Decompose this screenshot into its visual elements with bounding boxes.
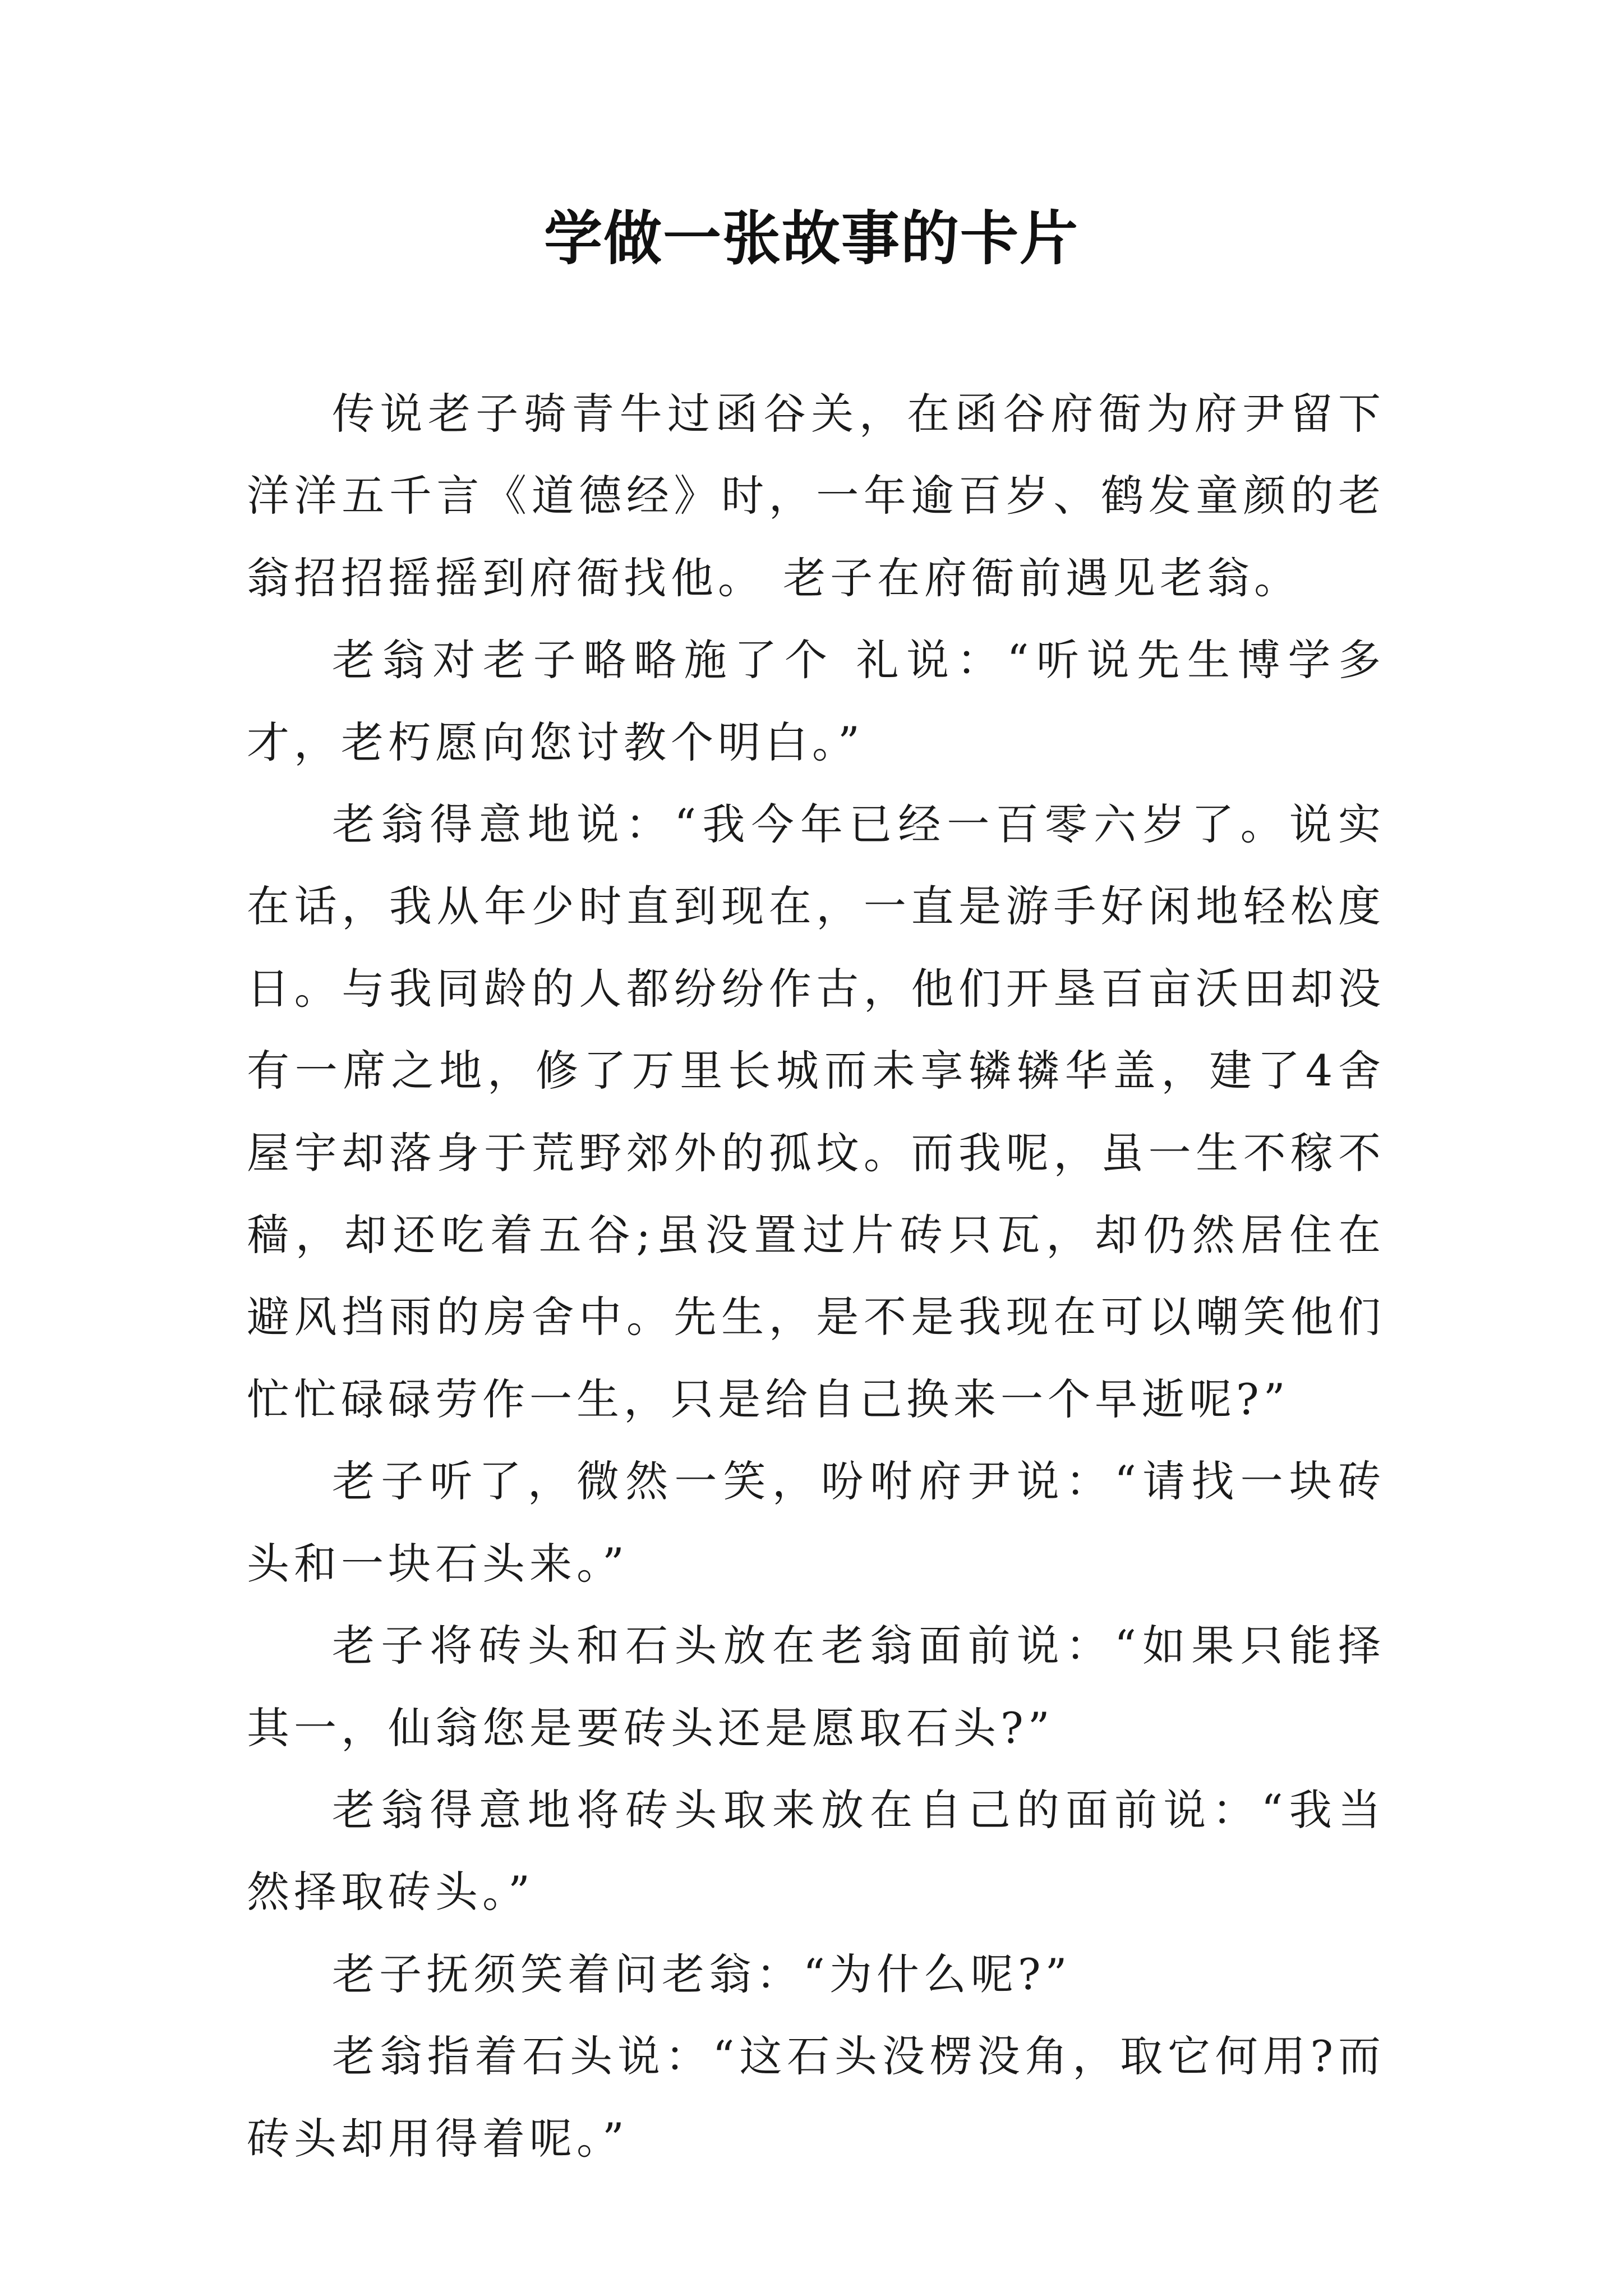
paragraph: 老子听了，微然一笑，吩咐府尹说：“请找一块砖头和一块石头来。”	[247, 1456, 1385, 1589]
paragraph: 老翁得意地说：“我今年已经一百零六岁了。说实在话，我从年少时直到现在，一直是游手好闲地轻松度日。与我同龄的人都纷纷作古，他们开垦百亩沃田却没有一席之地，修了万里长城而未享辚辚华盖，建了4舍屋宇却落身于荒野郊外的孤坟。而我呢，虽一生不稼不穑，却还吃着五谷;虽没置过片砖只瓦，却仍然居住在避风挡雨的房舍中。先生，是不是我现在可以嘲笑他们忙忙碌碌劳作一生，只是给自己换来一个早逝呢?”	[247, 799, 1385, 1424]
document-body	[247, 373, 1385, 2180]
paragraph: 老翁对老子略略施了个 礼说：“听说先生博学多才，老朽愿向您讨教个明白。”	[247, 635, 1385, 767]
document-title: 学做一张故事的卡片	[543, 204, 1079, 273]
paragraph: 老子将砖头和石头放在老翁面前说：“如果只能择其一，仙翁您是要砖头还是愿取石头?”	[247, 1621, 1385, 1753]
paragraph: 传说老子骑青牛过函谷关，在函谷府衙为府尹留下洋洋五千言《道德经》时，一年逾百岁、鹤发童颜的老翁招招摇摇到府衙找他。 老子在府衙前遇见老翁。	[247, 389, 1385, 603]
paragraph: 老翁得意地将砖头取来放在自己的面前说：“我当然择取砖头。”	[247, 1784, 1385, 1917]
paragraph: 老子抚须笑着问老翁：“为什么呢?”	[332, 1949, 1072, 1999]
paragraph: 老翁指着石头说：“这石头没楞没角，取它何用?而砖头却用得着呢。”	[247, 2031, 1385, 2164]
